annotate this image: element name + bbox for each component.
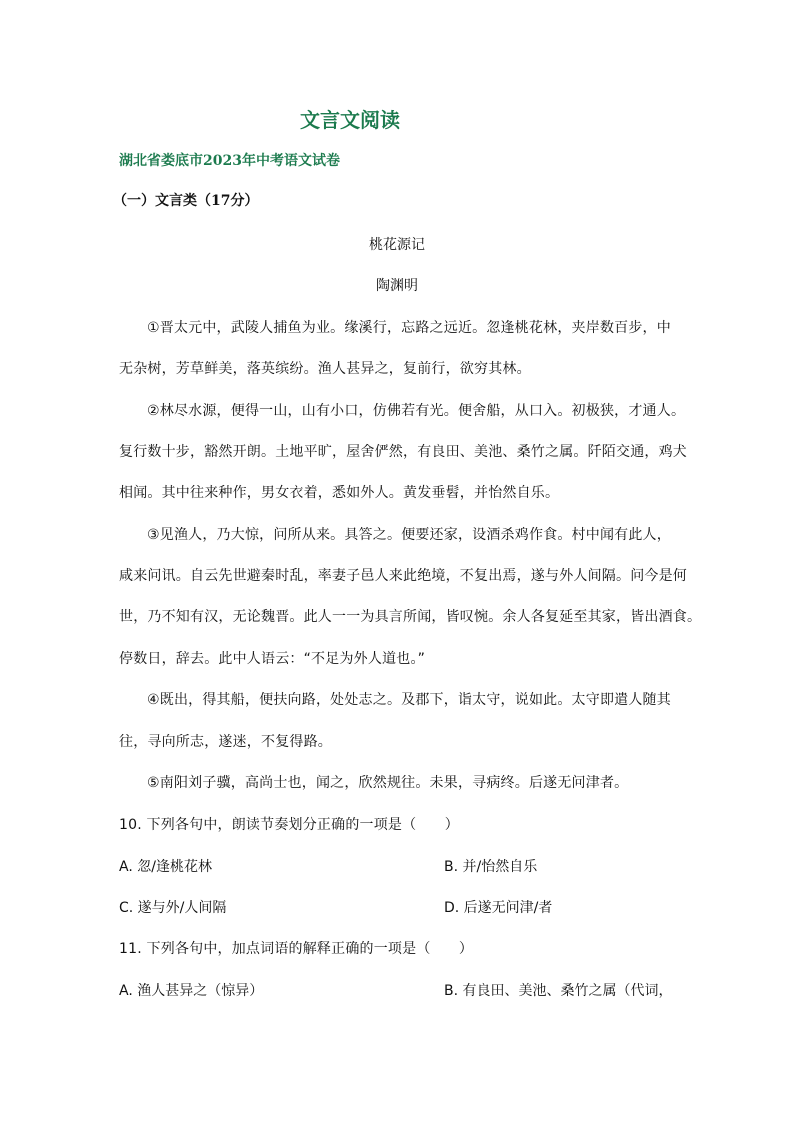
q10-option-c: C. 遂与外/人间隔 bbox=[119, 900, 227, 916]
passage-line: 复行数十步，豁然开朗。土地平旷，屋舍俨然，有良田、美池、桑竹之属。阡陌交通，鸡犬 bbox=[119, 444, 687, 460]
q10-option-b: B. 并/怡然自乐 bbox=[444, 859, 538, 875]
passage-author: 陶渊明 bbox=[376, 278, 418, 294]
passage-line: ①晋太元中，武陵人捕鱼为业。缘溪行，忘路之远近。忽逢桃花林，夹岸数百步，中 bbox=[147, 320, 671, 336]
passage-line: 停数日，辞去。此中人语云：“不足为外人道也。” bbox=[119, 651, 426, 667]
passage-line: ②林尽水源，便得一山，山有小口，仿佛若有光。便舍船，从口入。初极狭，才通人。 bbox=[147, 403, 686, 419]
q10-option-a: A. 忽/逢桃花林 bbox=[119, 859, 212, 875]
exam-source: 湖北省娄底市2023年中考语文试卷 bbox=[119, 153, 340, 169]
passage-line: 咸来问讯。自云先世避秦时乱，率妻子邑人来此绝境，不复出焉，遂与外人间隔。问今是何 bbox=[119, 568, 687, 584]
question-10-stem: 10. 下列各句中，朗读节奏划分正确的一项是（ ） bbox=[119, 817, 459, 833]
section-heading: （一）文言类（17分） bbox=[113, 193, 259, 209]
question-11-stem: 11. 下列各句中，加点词语的解释正确的一项是（ ） bbox=[119, 941, 474, 957]
q11-option-b: B. 有良田、美池、桑竹之属（代词， bbox=[444, 983, 673, 999]
passage-line: ④既出，得其船，便扶向路，处处志之。及郡下，诣太守，说如此。太守即遣人随其 bbox=[147, 692, 671, 708]
page-title: 文言文阅读 bbox=[300, 108, 400, 132]
passage-title: 桃花源记 bbox=[369, 237, 425, 253]
passage-line: ⑤南阳刘子骥，高尚士也，闻之，欣然规往。未果，寻病终。后遂无问津者。 bbox=[147, 775, 629, 791]
passage-line: ③见渔人，乃大惊，问所从来。具答之。便要还家，设酒杀鸡作食。村中闻有此人， bbox=[147, 527, 671, 543]
passage-line: 世，乃不知有汉，无论魏晋。此人一一为具言所闻，皆叹惋。余人各复延至其家，皆出酒食。 bbox=[119, 609, 702, 625]
passage-line: 往，寻向所志，遂迷，不复得路。 bbox=[119, 734, 332, 750]
passage-line: 无杂树，芳草鲜美，落英缤纷。渔人甚异之，复前行，欲穷其林。 bbox=[119, 361, 531, 377]
passage-line: 相闻。其中往来种作，男女衣着，悉如外人。黄发垂髫，并怡然自乐。 bbox=[119, 485, 560, 501]
q10-option-d: D. 后遂无问津/者 bbox=[444, 900, 553, 916]
q11-option-a: A. 渔人甚异之（惊异） bbox=[119, 983, 264, 999]
